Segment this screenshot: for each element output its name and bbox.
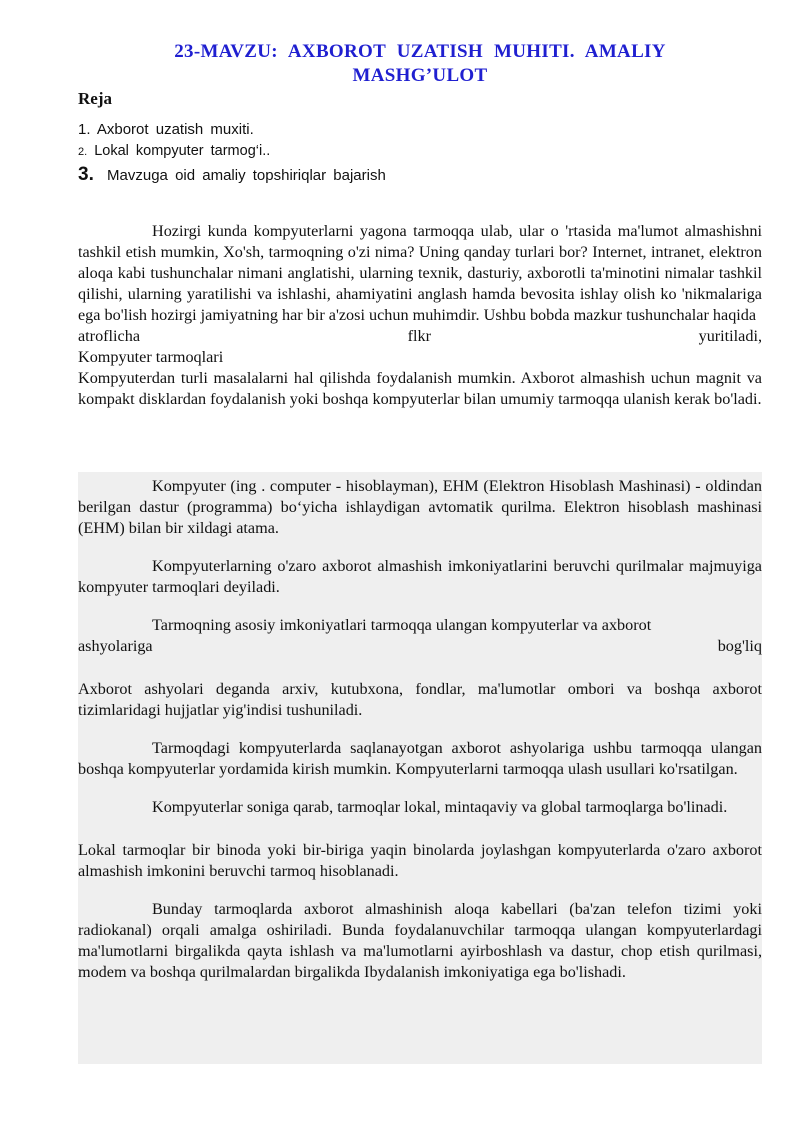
plan-item-2-text: Lokal kompyuter tarmog‘i.. [94,143,271,159]
plan-heading: Reja [78,89,112,108]
computer-definition: Kompyuter (ing . computer - hisoblayman), EHM (Elektron Hisoblash Mashinasi) - oldindan berilgan dastur (programma) bo‘yicha ishlaydigan avtomatik qurilma. Elektron hisoblash mashinasi (EHM) bilan bir xildagi atama. [78,477,762,537]
page-title [78,40,762,88]
intro-word-yuritiladi: yuritiladi, [698,327,762,345]
section-heading: Kompyuter tarmoqlari [78,348,224,366]
definitions-block [78,472,762,1064]
intro-word-atroflicha: atroflicha [78,327,141,345]
intro-section [78,221,762,410]
plan-item-2 [78,143,270,159]
title-line-1: 23-MAVZU: AXBOROT UZATISH MUHITI. AMALIY [174,41,666,62]
plan-item-3-number: 3. [78,164,94,185]
plan-item-1-number: 1. [78,121,91,138]
plan-item-2-number: 2. [78,146,88,158]
word-ashyolariga: ashyolariga [78,637,153,655]
plan-item-3 [78,164,386,186]
title-line-2: MASHG’ULOT [352,65,488,86]
local-network-details: Bunday tarmoqlarda axborot almashinish aloqa kabellari (ba'zan telefon tizimi yoki radiokanal) orqali amalga oshiriladi. Bunda foydalanuvchilar tarmoqqa ulangan kompyuterlardagi ma'lumotlarni birgalikda qayta ishlash va ma'lumotlarni ayirboshlash va dastur, chop etish qurilmasi, modem va boshqa qurilmalardan birgalikda Ibydalanish imkoniyatiga ega bo'lishadi. [78,900,762,981]
intro-paragraph-2: Kompyuterdan turli masalalarni hal qilishda foydalanish mumkin. Axborot almashish uchun magnit va kompakt disklardan foydalanish yoki boshqa kompyuterlar bilan umumiy tarmoqqa ulanish kerak bo'ladi. [78,369,762,408]
intro-word-flkr: flkr [407,327,431,345]
network-capabilities-line-1: Tarmoqning asosiy imkoniyatlari tarmoqqa ulangan kompyuterlar va axborot [152,616,652,634]
network-capabilities-line-2 [78,636,762,657]
network-definition: Kompyuterlarning o'zaro axborot almashish imkoniyatlarini beruvchi qurilmalar majmuyiga kompyuter tarmoqlari deyiladi. [78,557,762,596]
intro-paragraph-last-line [78,326,762,347]
plan-item-1-text: Axborot uzatish muxiti. [96,121,254,138]
local-network-definition: Lokal tarmoqlar bir binoda yoki bir-biriga yaqin binolarda joylashgan kompyuterlarda o'zaro axborot almashish imkonini beruvchi tarmoq hisoblanadi. [78,841,762,880]
intro-paragraph: Hozirgi kunda kompyuterlarni yagona tarmoqqa ulab, ular o 'rtasida ma'lumot almashishni tashkil etish mumkin, Xo'sh, tarmoqning o'zi nima? Uning qanday turlari bor? Internet, intranet, elektron aloqa kabi tushunchalar nimani anglatishi, ularning texnik, dasturiy, axborotli ta'minotini nimalar tashkil qilishi, ularning yaratilishi va ishlashi, ahamiyatini anglash hamda bevosita ishlay olish ko 'nikmalariga ega bo'lish hozirgi jamiyatning har bir a'zosi uchun muhimdir. Ushbu bobda mazkur tushunchalar haqida [78,222,762,324]
network-types-paragraph: Kompyuterlar soniga qarab, tarmoqlar lokal, mintaqaviy va global tarmoqlarga bo'linadi. [152,798,728,816]
information-resources-definition: Axborot ashyolari deganda arxiv, kutubxona, fondlar, ma'lumotlar ombori va boshqa axborot tizimlaridagi hujjatlar yig'indisi tushuniladi. [78,680,762,719]
plan-item-3-text: Mavzuga oid amaliy topshiriqlar bajarish [107,167,386,184]
plan-item-1 [78,121,254,138]
network-access-paragraph: Tarmoqdagi kompyuterlarda saqlanayotgan axborot ashyolariga ushbu tarmoqqa ulangan boshqa kompyuterlar yordamida kirish mumkin. Kompyuterlarni tarmoqqa ulash usullari ko'rsatilgan. [78,739,762,778]
word-bogliq: bog'liq [717,637,762,655]
